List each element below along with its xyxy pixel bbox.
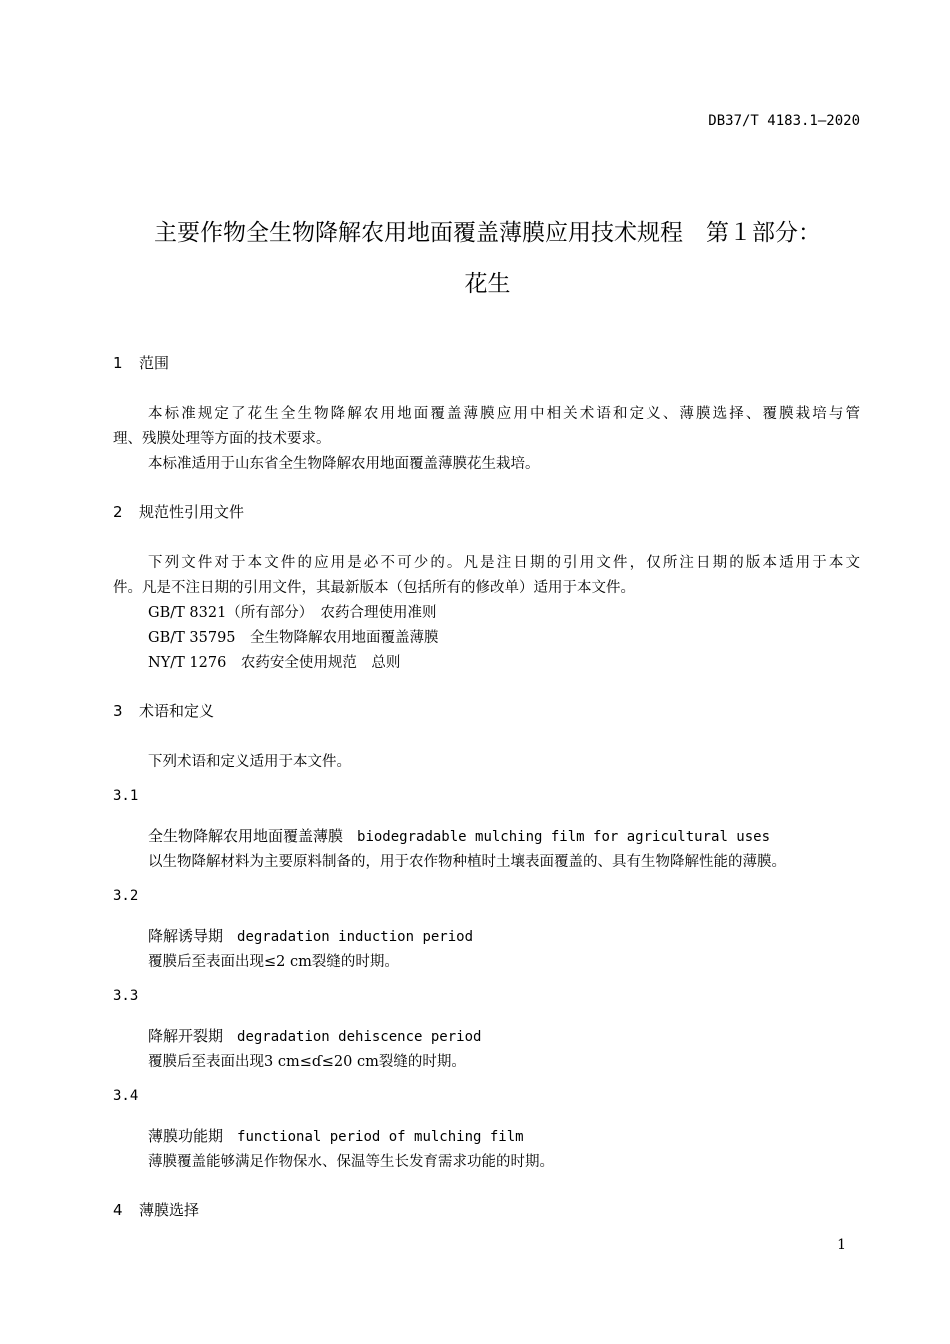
term-english: functional period of mulching film — [237, 1129, 524, 1145]
section-title: 薄膜选择 — [139, 1201, 200, 1219]
term-definition: 以生物降解材料为主要原料制备的，用于农作物种植时土壤表面覆盖的、具有生物降解性能的薄膜。 — [148, 854, 786, 870]
scope-paragraph-1-line-2: 理、残膜处理等方面的技术要求。 — [113, 431, 331, 447]
section-number: 2 — [113, 503, 123, 521]
scope-paragraph-1-line-1: 本标准规定了花生全生物降解农用地面覆盖薄膜应用中相关术语和定义、薄膜选择、覆膜栽培与管 — [148, 406, 860, 422]
section-title: 范围 — [139, 354, 170, 372]
section-title: 术语和定义 — [139, 702, 215, 720]
section-number: 1 — [113, 354, 123, 372]
term-english: degradation induction period — [237, 929, 474, 945]
section-4-heading — [113, 1199, 199, 1220]
page-number: 1 — [837, 1237, 846, 1253]
term-definition: 覆膜后至表面出现≤2 cm裂缝的时期。 — [148, 954, 399, 970]
term-heading — [148, 1125, 524, 1146]
term-number: 3.3 — [113, 988, 139, 1004]
section-2-heading — [113, 501, 244, 522]
term-definition: 薄膜覆盖能够满足作物保水、保温等生长发育需求功能的时期。 — [148, 1154, 554, 1170]
section-3-heading — [113, 700, 214, 721]
term-heading — [148, 925, 473, 946]
term-chinese: 全生物降解农用地面覆盖薄膜 — [148, 827, 344, 845]
reference-item: NY/T 1276 农药安全使用规范 总则 — [148, 655, 401, 671]
section-1-heading — [113, 352, 169, 373]
reference-item: GB/T 8321（所有部分） 农药合理使用准则 — [148, 605, 437, 621]
term-heading — [148, 1025, 481, 1046]
document-title-line-1: 主要作物全生物降解农用地面覆盖薄膜应用技术规程 第１部分： — [154, 220, 821, 246]
term-chinese: 降解开裂期 — [148, 1027, 224, 1045]
term-chinese: 薄膜功能期 — [148, 1127, 224, 1145]
section-number: 4 — [113, 1201, 123, 1219]
reference-item: GB/T 35795 全生物降解农用地面覆盖薄膜 — [148, 630, 439, 646]
term-definition: 覆膜后至表面出现3 cm≤ɗ≤20 cm裂缝的时期。 — [148, 1054, 466, 1070]
terms-intro: 下列术语和定义适用于本文件。 — [148, 754, 351, 770]
references-intro-line-1: 下列文件对于本文件的应用是必不可少的。凡是注日期的引用文件，仅所注日期的版本适用于本文 — [148, 555, 860, 571]
term-english: biodegradable mulching film for agricultural uses — [357, 829, 771, 845]
scope-paragraph-2: 本标准适用于山东省全生物降解农用地面覆盖薄膜花生栽培。 — [148, 456, 540, 472]
section-number: 3 — [113, 702, 123, 720]
document-number: DB37/T 4183.1—2020 — [708, 113, 860, 129]
term-heading — [148, 825, 770, 846]
term-number: 3.1 — [113, 788, 139, 804]
references-intro-line-2: 件。凡是不注日期的引用文件，其最新版本（包括所有的修改单）适用于本文件。 — [113, 580, 635, 596]
section-title: 规范性引用文件 — [139, 503, 245, 521]
document-title-line-2: 花生 — [464, 271, 511, 297]
term-number: 3.4 — [113, 1088, 139, 1104]
term-number: 3.2 — [113, 888, 139, 904]
term-english: degradation dehiscence period — [237, 1029, 482, 1045]
term-chinese: 降解诱导期 — [148, 927, 224, 945]
